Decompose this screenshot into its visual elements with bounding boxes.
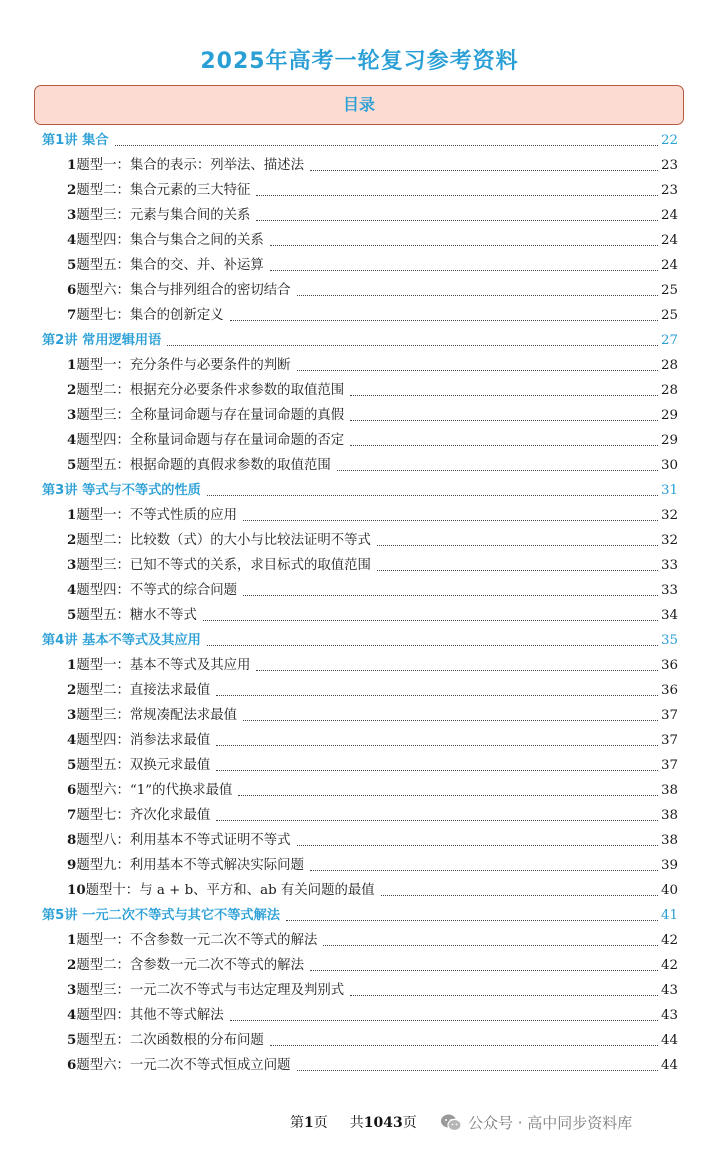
toc-item[interactable] [0,778,719,803]
toc-item-label: 题型六：一元二次不等式恒成立问题 [76,1058,291,1073]
toc-page-number: 28 [660,383,678,398]
toc-chapter[interactable] [0,328,719,353]
dot-leader [310,969,658,971]
toc-page-number: 41 [660,908,678,923]
dot-leader [377,544,658,546]
toc-item[interactable] [0,1053,719,1078]
toc-item-number: 4 [67,232,77,248]
toc-page-number: 34 [660,608,678,623]
total-pages: 1043 [363,1115,403,1131]
toc-item-number: 6 [67,282,77,298]
toc-item[interactable] [0,928,719,953]
dot-leader [216,819,658,821]
toc-item[interactable] [0,353,719,378]
toc-page-number: 33 [660,583,678,598]
toc-item-number: 7 [67,307,77,323]
toc-page-number: 37 [660,758,678,773]
toc-item-label: 题型四：全称量词命题与存在量词命题的否定 [76,433,345,448]
toc-item-number: 2 [67,957,77,973]
toc-page-number: 24 [660,208,678,223]
dot-leader [167,344,658,346]
dot-leader [256,194,658,196]
table-of-contents [0,128,719,1078]
toc-item-number: 5 [67,1032,77,1048]
dot-leader [286,919,658,921]
toc-item[interactable] [0,878,719,903]
toc-item-number: 5 [67,607,77,623]
dot-leader [323,944,658,946]
toc-item-label: 题型一：不等式性质的应用 [76,508,238,523]
toc-item[interactable] [0,253,719,278]
toc-item[interactable] [0,703,719,728]
toc-item-number: 5 [67,457,77,473]
toc-page-number: 42 [660,958,678,973]
toc-item-label: 题型二：直接法求最值 [76,683,211,698]
toc-page-number: 39 [660,858,678,873]
toc-item-label: 题型一：不含参数一元二次不等式的解法 [76,933,318,948]
toc-chapter-label: 第3讲 等式与不等式的性质 [42,483,201,498]
toc-page-number: 32 [660,508,678,523]
dot-leader [238,794,658,796]
wechat-icon [440,1113,462,1133]
toc-page-number: 22 [660,133,678,148]
toc-item-number: 2 [67,682,77,698]
dot-leader [337,469,658,471]
dot-leader [310,869,658,871]
toc-item-number: 3 [67,207,77,223]
toc-item-number: 6 [67,782,77,798]
toc-item-number: 6 [67,1057,77,1073]
dot-leader [216,694,658,696]
page-current: 1 [304,1115,314,1131]
toc-page-number: 43 [660,983,678,998]
total-prefix: 共 [349,1115,364,1131]
toc-item-number: 8 [67,832,77,848]
toc-page-number: 28 [660,358,678,373]
toc-chapter-label: 第5讲 一元二次不等式与其它不等式解法 [42,908,280,923]
dot-leader [230,1019,658,1021]
toc-item-label: 题型二：根据充分必要条件求参数的取值范围 [76,383,345,398]
toc-item-number: 2 [67,182,77,198]
toc-item-number: 10 [67,882,86,898]
toc-item-number: 4 [67,1007,77,1023]
toc-item[interactable] [0,428,719,453]
toc-item-label: 题型六：“1”的代换求最值 [76,783,233,798]
toc-page-number: 27 [660,333,678,348]
toc-item[interactable] [0,678,719,703]
toc-item[interactable] [0,453,719,478]
toc-item[interactable] [0,1028,719,1053]
toc-item-number: 1 [67,932,77,948]
toc-page-number: 36 [660,683,678,698]
toc-page-number: 37 [660,708,678,723]
toc-chapter[interactable] [0,628,719,653]
dot-leader [297,1069,658,1071]
toc-item[interactable] [0,303,719,328]
toc-item[interactable] [0,578,719,603]
toc-page-number: 32 [660,533,678,548]
toc-page-number: 37 [660,733,678,748]
toc-chapter-label: 第4讲 基本不等式及其应用 [42,633,201,648]
toc-item-label: 题型十：与 a + b、平方和、ab 有关问题的最值 [85,883,375,898]
toc-item-label: 题型四：消参法求最值 [76,733,211,748]
toc-item-label: 题型五：集合的交、并、补运算 [76,258,264,273]
dot-leader [381,894,658,896]
dot-leader [243,719,658,721]
dot-leader [256,669,658,671]
dot-leader [270,1044,658,1046]
toc-item[interactable] [0,1003,719,1028]
toc-page-number: 42 [660,933,678,948]
toc-item-number: 1 [67,657,77,673]
dot-leader [216,769,658,771]
toc-item-label: 题型四：集合与集合之间的关系 [76,233,264,248]
dot-leader [243,519,658,521]
toc-item-label: 题型三：一元二次不等式与韦达定理及判别式 [76,983,345,998]
toc-item[interactable] [0,653,719,678]
toc-item-label: 题型三：全称量词命题与存在量词命题的真假 [76,408,345,423]
document-title: 2025年高考一轮复习参考资料 [200,49,519,74]
toc-page-number: 25 [660,283,678,298]
toc-item-label: 题型三：常规凑配法求最值 [76,708,238,723]
toc-page-number: 23 [660,183,678,198]
toc-item[interactable] [0,153,719,178]
toc-item[interactable] [0,853,719,878]
watermark [440,1112,632,1133]
toc-page-number: 38 [660,808,678,823]
toc-page-number: 38 [660,783,678,798]
toc-item-number: 9 [67,857,77,873]
toc-item-number: 1 [67,157,77,173]
toc-item-label: 题型二：含参数一元二次不等式的解法 [76,958,304,973]
dot-leader [350,394,658,396]
toc-item-label: 题型九：利用基本不等式解决实际问题 [76,858,304,873]
toc-item[interactable] [0,803,719,828]
toc-item-label: 题型四：不等式的综合问题 [76,583,238,598]
dot-leader [207,644,658,646]
toc-item-number: 1 [67,507,77,523]
dot-leader [216,744,658,746]
toc-page-number: 29 [660,433,678,448]
toc-page-number: 23 [660,158,678,173]
toc-item-number: 3 [67,982,77,998]
toc-item-number: 2 [67,532,77,548]
toc-item-label: 题型一：集合的表示：列举法、描述法 [76,158,304,173]
toc-page-number: 36 [660,658,678,673]
page-suffix: 页 [313,1115,328,1131]
dot-leader [297,844,658,846]
toc-item-number: 5 [67,257,77,273]
toc-page-number: 29 [660,408,678,423]
dot-leader [350,994,658,996]
toc-chapter-label: 第2讲 常用逻辑用语 [42,333,162,348]
toc-item-label: 题型一：基本不等式及其应用 [76,658,251,673]
toc-item-number: 3 [67,407,77,423]
toc-item-label: 题型四：其他不等式解法 [76,1008,224,1023]
dot-leader [243,594,658,596]
toc-item[interactable] [0,753,719,778]
toc-page-number: 43 [660,1008,678,1023]
toc-item-number: 3 [67,707,77,723]
toc-item-label: 题型五：二次函数根的分布问题 [76,1033,264,1048]
toc-item[interactable] [0,378,719,403]
dot-leader [350,444,658,446]
toc-item-number: 3 [67,557,77,573]
toc-item-label: 题型八：利用基本不等式证明不等式 [76,833,291,848]
dot-leader [115,144,658,146]
toc-item-label: 题型六：集合与排列组合的密切结合 [76,283,291,298]
toc-item-number: 7 [67,807,77,823]
toc-page-number: 38 [660,833,678,848]
dot-leader [256,219,658,221]
toc-page-number: 44 [660,1058,678,1073]
toc-item-label: 题型五：糖水不等式 [76,608,197,623]
toc-page-number: 40 [660,883,678,898]
toc-item-label: 题型二：比较数（式）的大小与比较法证明不等式 [76,533,371,548]
toc-item-number: 2 [67,382,77,398]
toc-item-label: 题型一：充分条件与必要条件的判断 [76,358,291,373]
dot-leader [270,269,658,271]
toc-item[interactable] [0,278,719,303]
toc-chapter-label: 第1讲 集合 [42,133,109,148]
toc-item-label: 题型七：集合的创新定义 [76,308,224,323]
toc-item[interactable] [0,728,719,753]
page-prefix: 第 [290,1115,304,1131]
toc-page-number: 30 [660,458,678,473]
toc-item-label: 题型五：双换元求最值 [76,758,211,773]
toc-page-number: 24 [660,233,678,248]
toc-page-number: 24 [660,258,678,273]
toc-item-label: 题型七：齐次化求最值 [76,808,211,823]
toc-item[interactable] [0,403,719,428]
toc-item[interactable] [0,978,719,1003]
toc-item-number: 1 [67,357,77,373]
toc-item-label: 题型三：已知不等式的关系，求目标式的取值范围 [76,558,371,573]
toc-item-number: 4 [67,582,77,598]
toc-item[interactable] [0,553,719,578]
toc-page-number: 31 [660,483,678,498]
toc-item-label: 题型五：根据命题的真假求参数的取值范围 [76,458,331,473]
toc-chapter[interactable] [0,478,719,503]
dot-leader [377,569,658,571]
toc-page-number: 33 [660,558,678,573]
toc-page-number: 35 [660,633,678,648]
toc-item-number: 5 [67,757,77,773]
dot-leader [350,419,658,421]
toc-item[interactable] [0,828,719,853]
toc-item[interactable] [0,228,719,253]
toc-item-label: 题型三：元素与集合间的关系 [76,208,251,223]
toc-item[interactable] [0,953,719,978]
toc-item[interactable] [0,203,719,228]
dot-leader [203,619,658,621]
toc-item[interactable] [0,603,719,628]
dot-leader [297,369,658,371]
dot-leader [297,294,658,296]
toc-item-number: 4 [67,732,77,748]
toc-item-number: 4 [67,432,77,448]
toc-page-number: 25 [660,308,678,323]
dot-leader [310,169,658,171]
toc-item[interactable] [0,178,719,203]
watermark-text: 公众号 · 高中同步资料库 [468,1114,633,1132]
toc-item[interactable] [0,528,719,553]
toc-item[interactable] [0,503,719,528]
toc-chapter[interactable] [0,128,719,153]
toc-chapter[interactable] [0,903,719,928]
dot-leader [207,494,658,496]
total-suffix: 页 [402,1115,417,1131]
dot-leader [230,319,658,321]
toc-page-number: 44 [660,1033,678,1048]
dot-leader [270,244,658,246]
toc-item-label: 题型二：集合元素的三大特征 [76,183,251,198]
toc-header: 目录 [34,85,684,125]
page-indicator [290,1112,417,1132]
